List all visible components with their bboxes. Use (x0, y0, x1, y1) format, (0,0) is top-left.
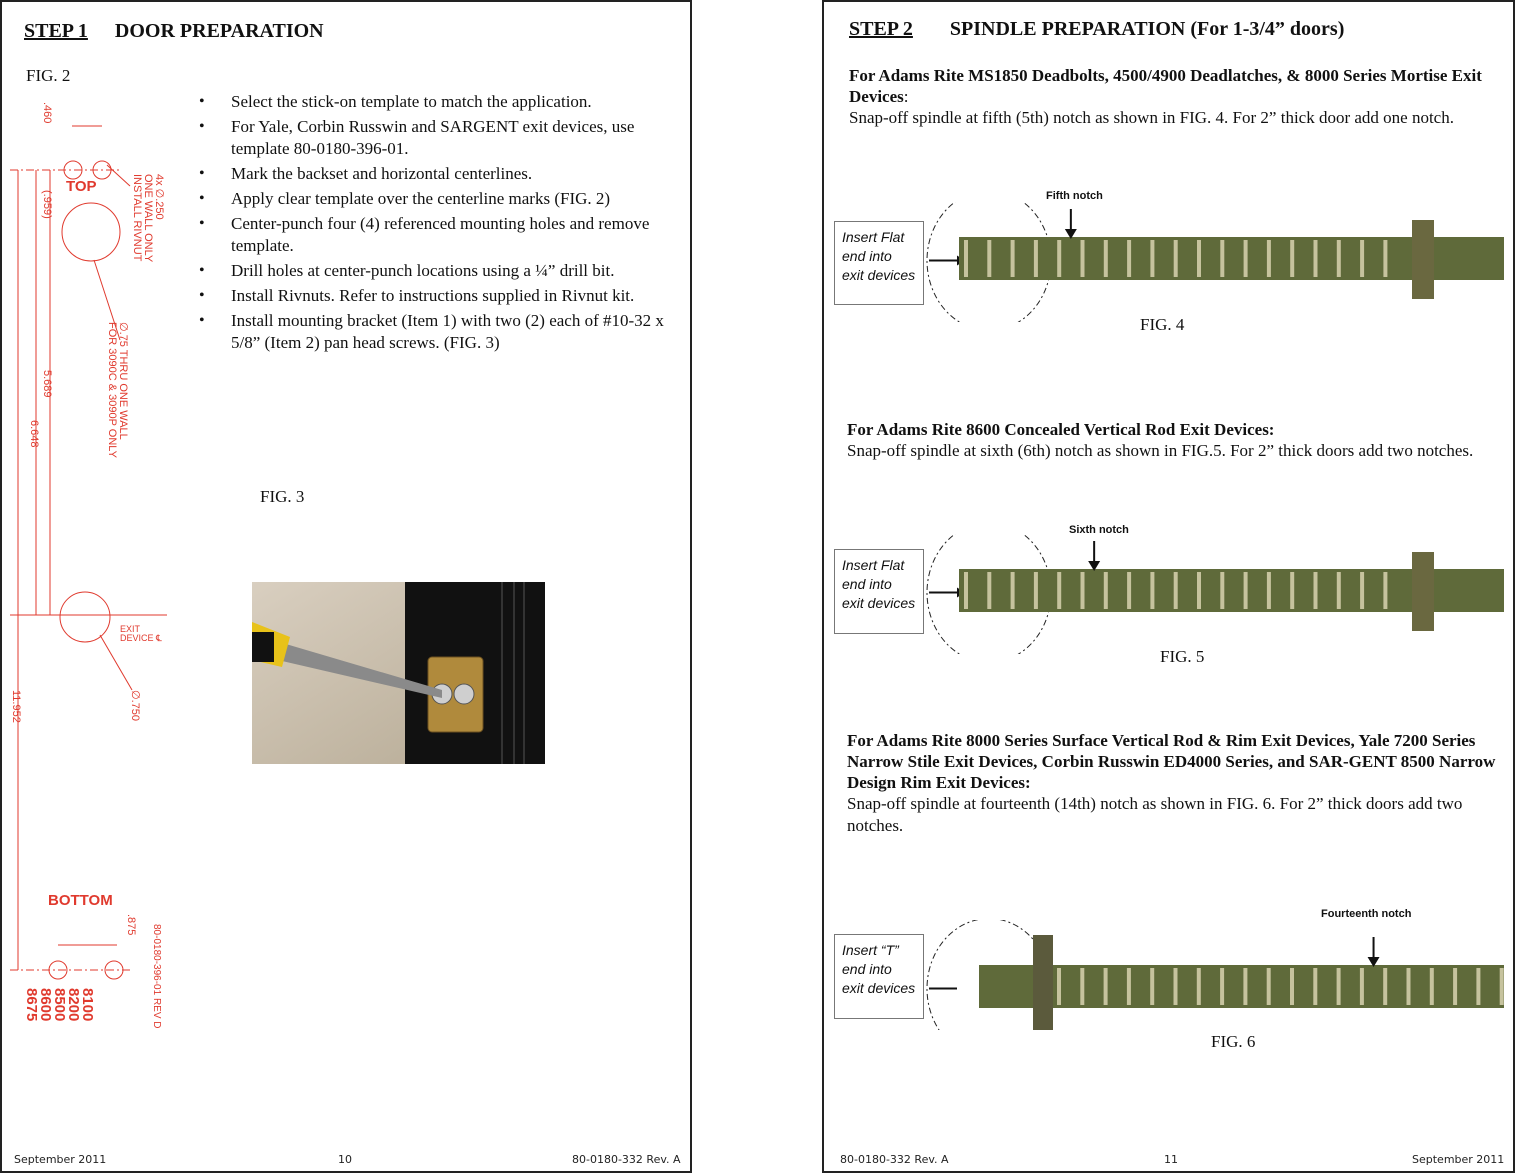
spindle-notch (1430, 968, 1434, 1005)
spindle-notch (1407, 968, 1411, 1005)
fifth-notch-label: Fifth notch (1046, 190, 1103, 202)
step2-heading (849, 18, 1344, 41)
spindle-notch (1314, 240, 1318, 277)
spindle-notch (1104, 572, 1108, 609)
left-footer-doc: 80-0180-332 Rev. A (572, 1153, 681, 1166)
right-footer-page: 11 (1164, 1153, 1178, 1166)
spindle-notch (987, 240, 991, 277)
instruction-item: • Install mounting bracket (Item 1) with two (2) each of #10-32 x 5/8” (Item 2) pan head screws. (FIG. 3) (199, 310, 671, 354)
spindle-notch (1383, 240, 1387, 277)
thru-note-1: ∅.75 THRU ONE WALL (117, 322, 129, 440)
spindle-notch (1360, 968, 1364, 1005)
instruction-item: • Mark the backset and horizontal centerlines. (199, 163, 671, 185)
spindle-notch (1383, 968, 1387, 1005)
spindle-fig6 (919, 920, 1507, 1030)
spindle-notch (1337, 968, 1341, 1005)
step1-number: STEP 1 (24, 20, 88, 42)
spindle-fig5 (919, 534, 1507, 654)
spindle-notch (1057, 240, 1061, 277)
leader-750 (100, 635, 132, 690)
spindle-notch (1150, 968, 1154, 1005)
spindle-notch (1313, 968, 1317, 1005)
spindle-notch (1104, 968, 1108, 1005)
model-8100: 8100 (79, 988, 96, 1022)
left-footer-page: 10 (338, 1153, 352, 1166)
dim-6648-text: 6.648 (28, 420, 40, 448)
insert-callout-fig6: Insert “T” end into exit devices (834, 934, 924, 1019)
section-heading: For Adams Rite 8600 Concealed Vertical Rod Exit Devices: (847, 420, 1275, 439)
spindle-fig4 (919, 202, 1507, 322)
template-drawing (2, 90, 177, 1040)
spindle-notch (1244, 240, 1248, 277)
sixth-notch-label: Sixth notch (1069, 524, 1129, 536)
model-8200: 8200 (65, 988, 82, 1022)
spindle-notch (1127, 572, 1131, 609)
spindle-t-end (1033, 935, 1053, 1030)
spindle-notch (1174, 240, 1178, 277)
dim-11952-text: 11.952 (10, 690, 22, 723)
spindle-notch (1314, 572, 1318, 609)
exit-text-2: DEVICE ℄ (120, 633, 162, 643)
spindle-notch (1220, 968, 1224, 1005)
insert-callout-fig4: Insert Flat end into exit devices (834, 221, 924, 305)
spindle-notch (1011, 240, 1015, 277)
spindle-notch (1034, 240, 1038, 277)
spindle-flange (1412, 220, 1434, 299)
spindle-notch (987, 572, 991, 609)
model-8600: 8600 (37, 988, 54, 1022)
spindle-notch (1197, 240, 1201, 277)
spindle-notch (1476, 968, 1480, 1005)
step2-number: STEP 2 (849, 18, 913, 40)
spindle-notch (1034, 572, 1038, 609)
spindle-notch (1011, 572, 1015, 609)
bottom-label: BOTTOM (48, 892, 113, 909)
spindle-notch (1290, 572, 1294, 609)
right-footer-doc: 80-0180-332 Rev. A (840, 1153, 949, 1166)
spindle-notch (1150, 572, 1154, 609)
spindle-notch (1104, 240, 1108, 277)
thru-hole-circle (62, 203, 120, 261)
holes-note-1: 4x ∅.250 (153, 174, 165, 220)
spindle-notch (1360, 572, 1364, 609)
step2-title: SPINDLE PREPARATION (For 1-3/4” doors) (949, 18, 1345, 40)
section-fig6 (847, 730, 1507, 837)
spindle-notch (1081, 240, 1085, 277)
spindle-notch (1174, 968, 1178, 1005)
spindle-notch (1500, 968, 1504, 1005)
spindle-notch (964, 240, 968, 277)
right-footer-date: September 2011 (1412, 1153, 1505, 1166)
spindle-notch (1267, 968, 1271, 1005)
instruction-item: • Drill holes at center-punch locations using a ¼” drill bit. (199, 260, 671, 282)
step1-instructions (199, 91, 671, 357)
spindle-notch (1267, 240, 1271, 277)
spindle-notch (1220, 240, 1224, 277)
part-number-text: 80-0180-396-01 REV D (151, 924, 162, 1029)
leader-holes (107, 165, 130, 186)
spindle-notch (1290, 240, 1294, 277)
spindle-notch (1081, 572, 1085, 609)
dim-5689-text: 5.689 (41, 370, 53, 398)
instruction-item: • Select the stick-on template to match the application. (199, 91, 671, 113)
dim-875-text: .875 (125, 914, 137, 936)
exit-device-circle (60, 592, 110, 642)
instruction-item: • For Yale, Corbin Russwin and SARGENT exit devices, use template 80-0180-396-01. (199, 116, 671, 160)
section-fig5 (847, 419, 1487, 462)
spindle-notch (1197, 968, 1201, 1005)
spindle-notch (1383, 572, 1387, 609)
spindle-notch (1220, 572, 1224, 609)
instruction-item: • Center-punch four (4) referenced mounting holes and remove template. (199, 213, 671, 257)
spindle-notch (1290, 968, 1294, 1005)
instruction-item: • Apply clear template over the centerline marks (FIG. 2) (199, 188, 671, 210)
section-heading: For Adams Rite MS1850 Deadbolts, 4500/4900 Deadlatches, & 8000 Series Mortise Exit Devices: (849, 66, 1482, 106)
insert-callout-fig5: Insert Flat end into exit devices (834, 549, 924, 634)
spindle-notch (1244, 572, 1248, 609)
spindle-notch (1197, 572, 1201, 609)
spindle-notch (1360, 240, 1364, 277)
spindle-notch (1337, 572, 1341, 609)
fig2-label: FIG. 2 (26, 66, 71, 85)
spindle-notch (1057, 572, 1061, 609)
step1-heading (24, 20, 324, 43)
left-page (0, 0, 692, 1173)
section-heading: For Adams Rite 8000 Series Surface Vertical Rod & Rim Exit Devices, Yale 7200 Series Narrow Stile Exit Devices, Corbin Russwin ED4000 Series, and SAR-GENT 8500 Narrow Design Rim Exit Devices: (847, 731, 1496, 792)
model-8500: 8500 (51, 988, 68, 1022)
spindle-notch (1057, 968, 1061, 1005)
dim-460-text: .460 (41, 102, 53, 124)
spindle-flange (1412, 552, 1434, 631)
thru-note-2: FOR 3090C & 3090P ONLY (106, 322, 118, 458)
holes-note-3: INSTALL RIVNUT (131, 174, 143, 262)
spindle-notch (1127, 240, 1131, 277)
spindle-notch (1127, 968, 1131, 1005)
spindle-notch (1174, 572, 1178, 609)
fig5-label: FIG. 5 (1160, 647, 1205, 666)
spindle-notch (1337, 240, 1341, 277)
dim-959-text: (.959) (41, 190, 53, 219)
fig6-label: FIG. 6 (1211, 1032, 1256, 1051)
left-footer-date: September 2011 (14, 1153, 107, 1166)
right-page (822, 0, 1515, 1173)
section-body: Snap-off spindle at fourteenth (14th) notch as shown in FIG. 6. For 2” thick doors add two notches. (847, 794, 1463, 835)
step1-title: DOOR PREPARATION (114, 20, 324, 42)
spindle-notch (1080, 968, 1084, 1005)
fig3-photo (252, 582, 545, 764)
section-body: Snap-off spindle at sixth (6th) notch as shown in FIG.5. For 2” thick doors add two notches. (847, 441, 1474, 460)
fourteenth-notch-label: Fourteenth notch (1321, 908, 1412, 920)
fig4-label: FIG. 4 (1140, 315, 1185, 334)
spindle-notch (964, 572, 968, 609)
dia-750-text: ∅.750 (129, 690, 141, 721)
spindle-notch (1150, 240, 1154, 277)
instruction-item: • Install Rivnuts. Refer to instructions supplied in Rivnut kit. (199, 285, 671, 307)
section-body: Snap-off spindle at fifth (5th) notch as shown in FIG. 4. For 2” thick door add one notch. (849, 108, 1454, 127)
holes-note-2: ONE WALL ONLY (142, 174, 154, 263)
spindle-notch (1267, 572, 1271, 609)
exit-text-1: EXIT (120, 624, 141, 634)
spindle-notch (1243, 968, 1247, 1005)
fig3-label: FIG. 3 (260, 487, 305, 506)
section-fig4 (849, 65, 1489, 129)
spindle-notch (1453, 968, 1457, 1005)
model-8675: 8675 (23, 988, 40, 1022)
top-label: TOP (66, 178, 97, 195)
